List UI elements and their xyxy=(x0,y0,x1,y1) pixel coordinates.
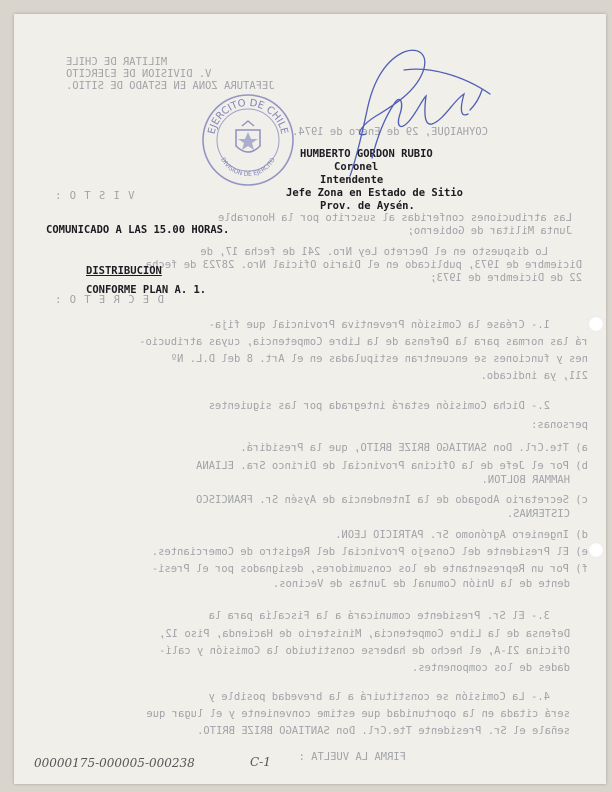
bleed-paragraph-line: HAMMAR BOLTON. xyxy=(481,474,570,486)
bleed-paragraph-line: d) Ingeniero Agrónomo Sr. PATRICIO LEON. xyxy=(335,529,588,541)
bleed-paragraph-line: personas: xyxy=(531,419,588,431)
bleed-header-line: MILITAR DE CHILE xyxy=(66,56,168,68)
bleed-paragraph-line: señale el Sr. Presidente Tte.Crl. Don SANTIAGO BRIZE BRITO. xyxy=(197,725,570,737)
signer-role: Jefe Zona en Estado de Sitio xyxy=(286,187,464,199)
bleed-visto-heading: V I S T O : xyxy=(54,190,135,202)
bleed-header-line: V. DIVISION DE EJERCITO xyxy=(66,68,212,80)
bleed-paragraph-line: nes y funciones se encuentran estipuladas en el Art. 8 del D.L. Nº xyxy=(170,353,588,365)
distribution-heading: DISTRIBUCION xyxy=(86,265,162,277)
communicated-note: COMUNICADO A LAS 15.00 HORAS. xyxy=(46,224,230,236)
bleed-paragraph-line: dades de los componentes. xyxy=(411,662,570,674)
bleed-header-line: JEFATURA ZONA EN ESTADO DE SITIO. xyxy=(66,80,275,92)
punch-hole xyxy=(588,316,604,332)
bleed-paragraph-line: c) Secretario Abogado de la Intendencia de Aysén Sr. FRANCISCO xyxy=(196,494,588,506)
bleed-paragraph-line: FIRMA LA VUELTA : xyxy=(298,751,406,763)
bleed-paragraph-line: b) Por el Jefe de la Oficina Provincial de Dirinco Sra. ELIANA xyxy=(196,460,588,472)
bleed-paragraph-line: 3.- El Sr. Presidente comunicará a la Fiscalía para la xyxy=(208,610,550,622)
stamp-text-top: EJERCITO DE CHILE xyxy=(206,97,290,136)
bleed-visto-line: 22 de Diciembre de 1973; xyxy=(430,272,582,284)
bleed-paragraph-line: 4.- La Comisión se constituirá a la brevedad posible y xyxy=(208,691,550,703)
punch-hole xyxy=(588,542,604,558)
bleed-paragraph-line: 1.- Créase la Comisión Preventiva Provincial que fija- xyxy=(208,319,550,331)
bleed-paragraph-line: 211, ya indicado. xyxy=(480,370,588,382)
bleed-paragraph-line: dente de la Unión Comunal de Juntas de Vecinos. xyxy=(272,578,570,590)
signature-icon xyxy=(254,34,514,194)
bleed-paragraph-line: será citada en la oportunidad que estime conveniente y el lugar que xyxy=(146,708,570,720)
bleed-date: COYHAIQUE, 29 de Enero de 1974. xyxy=(292,126,488,138)
signer-rank: Coronel xyxy=(334,161,379,173)
bleed-decreto-heading: D E C R E T O : xyxy=(54,294,164,306)
signer-title: Intendente xyxy=(320,174,384,186)
bleed-paragraph-line: rá las normas para la Defensa de la Libre Competencia, cuyas atribucio- xyxy=(139,336,588,348)
archive-code: 00000175-000005-000238 xyxy=(34,756,195,770)
bleed-visto-line: Diciembre de 1973, publicado en el Diario Oficial Nro. 28723 de fecha xyxy=(145,259,582,271)
page-mark: C-1 xyxy=(250,755,271,769)
bleed-paragraph-line: CISTERNAS. xyxy=(506,508,570,520)
bleed-paragraph-line: f) Por un Representante de los consumidores, designados por el Presi- xyxy=(151,563,588,575)
signer-name: HUMBERTO GORDON RUBIO xyxy=(300,148,433,160)
bleed-paragraph-line: e) El Presidente del Consejo Provincial del Registro de Comerciantes. xyxy=(151,546,588,558)
bleed-paragraph-line: Defensa de la Libre Competencia, Ministerio de Hacienda, Piso 12, xyxy=(159,628,570,640)
distribution-plan: CONFORME PLAN A. 1. xyxy=(86,284,207,296)
bleed-paragraph-line: a) Tte.Crl. Don SANTIAGO BRIZE BRITO, que la Presidirá. xyxy=(240,442,588,454)
bleed-paragraph-line: Oficina 21-A, el hecho de haberse constituido la Comisión y calí- xyxy=(159,645,570,657)
stamp-text-bottom: DIVISION DE EJERCITO xyxy=(219,156,277,179)
bleed-paragraph-line: 2.- Dicha Comisión estará integrada por las siguientes xyxy=(208,400,550,412)
bleed-visto-line: Lo dispuesto en el Decreto Ley Nro. 241 de fecha 17, de xyxy=(200,246,548,258)
bleed-visto-line: Las atribuciones conferidas al suscrito por la Honorable xyxy=(217,212,572,224)
bleed-visto-line: Junta Militar de Gobierno; xyxy=(407,225,572,237)
signer-province: Prov. de Aysén. xyxy=(320,200,415,212)
document-page xyxy=(14,14,606,784)
